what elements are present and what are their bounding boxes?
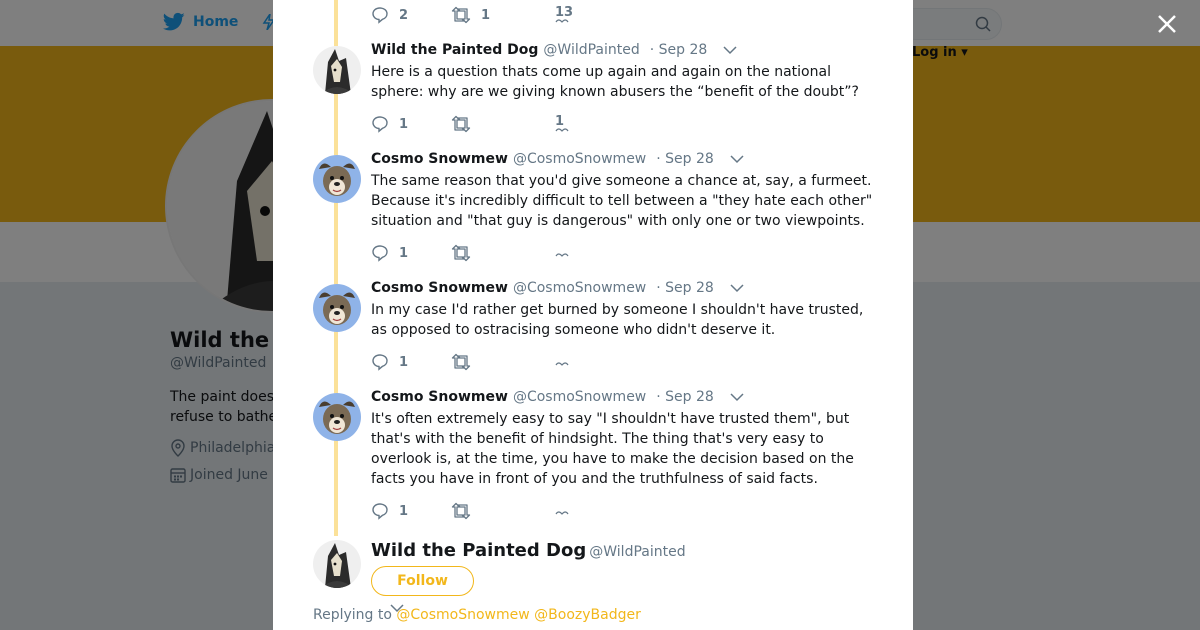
reply-icon: [371, 115, 389, 133]
reply-button[interactable]: [371, 353, 451, 371]
close-icon[interactable]: [1156, 13, 1178, 35]
reply-icon: [371, 502, 389, 520]
tweet-thread-modal: [273, 0, 913, 630]
avatar[interactable]: [313, 155, 361, 203]
like-count: 1: [555, 114, 565, 129]
retweet-icon: [451, 502, 471, 520]
author-name[interactable]: Cosmo Snowmew: [371, 389, 508, 405]
avatar[interactable]: [313, 46, 361, 94]
tweet-header: [371, 280, 744, 296]
heart-icon: [555, 127, 569, 135]
reply-button[interactable]: [371, 502, 451, 520]
mention-link[interactable]: @CosmoSnowmew: [396, 607, 530, 623]
reply-count: 1: [399, 116, 409, 132]
retweet-icon: [451, 6, 471, 24]
top-tweet-actions: [371, 5, 575, 25]
chevron-down-icon[interactable]: [730, 283, 744, 293]
tweet-text: The same reason that you'd give someone a chance at, say, a furmeet. Because it's incredibly difficult to tell between a "they hate each other" situation and "that guy is dangerous" with only one or two viewpoints.: [371, 173, 873, 229]
tweet-text: In my case I'd rather get burned by someone I shouldn't have trusted, as opposed to ostracising someone who didn't deserve it.: [371, 302, 864, 338]
like-count: 13: [555, 5, 574, 20]
reply-count: 2: [399, 7, 409, 23]
retweet-icon: [451, 353, 471, 371]
author-handle[interactable]: @CosmoSnowmew: [512, 389, 647, 405]
reply-icon: [371, 6, 389, 24]
tweet-actions: [371, 501, 575, 521]
main-author-handle: @WildPainted: [589, 544, 686, 560]
reply-button[interactable]: [371, 6, 451, 24]
hyena-avatar: [313, 393, 361, 441]
reply-count: 1: [399, 503, 409, 519]
heart-icon: [555, 252, 569, 260]
like-button[interactable]: [555, 114, 575, 134]
retweet-count: 1: [481, 7, 491, 23]
replying-to: [313, 607, 641, 623]
retweet-icon: [451, 244, 471, 262]
tweet-header: [371, 42, 737, 58]
avatar[interactable]: [313, 540, 361, 588]
author-handle[interactable]: @CosmoSnowmew: [512, 280, 647, 296]
reply-count: 1: [399, 354, 409, 370]
like-button[interactable]: [555, 501, 575, 521]
replying-prefix: Replying to: [313, 607, 392, 623]
painted-dog-avatar: [313, 540, 361, 588]
retweet-button[interactable]: [451, 115, 555, 133]
chevron-down-icon[interactable]: [730, 154, 744, 164]
tweet-date[interactable]: · Sep 28: [656, 280, 714, 296]
hyena-avatar: [313, 284, 361, 332]
heart-icon: [555, 18, 569, 26]
tweet-text: It's often extremely easy to say "I shouldn't have trusted them", but that's with the benefit of hindsight. The thing that's very easy to overlook is, at the time, you have to make the decision based on the facts you have in front of you and the truthfulness of said facts.: [371, 411, 854, 487]
heart-icon: [555, 361, 569, 369]
painted-dog-avatar: [313, 46, 361, 94]
retweet-button[interactable]: [451, 502, 555, 520]
tweet-header: [371, 151, 744, 167]
reply-icon: [371, 353, 389, 371]
reply-icon: [371, 244, 389, 262]
author-name[interactable]: Cosmo Snowmew: [371, 151, 508, 167]
author-handle[interactable]: @CosmoSnowmew: [512, 151, 647, 167]
hyena-avatar: [313, 155, 361, 203]
author-handle[interactable]: @WildPainted: [543, 42, 640, 58]
follow-button[interactable]: Follow: [371, 566, 474, 596]
chevron-down-icon[interactable]: [723, 45, 737, 55]
chevron-down-icon[interactable]: [730, 392, 744, 402]
retweet-button[interactable]: [451, 6, 555, 24]
tweet-actions: [371, 352, 575, 372]
tweet-actions: [371, 243, 575, 263]
avatar[interactable]: [313, 393, 361, 441]
avatar[interactable]: [313, 284, 361, 332]
mention-link[interactable]: @BoozyBadger: [534, 607, 641, 623]
tweet-text: Here is a question thats come up again and again on the national sphere: why are we giving known abusers the “benefit of the doubt”?: [371, 64, 859, 100]
reply-button[interactable]: [371, 244, 451, 262]
reply-button[interactable]: [371, 115, 451, 133]
retweet-button[interactable]: [451, 244, 555, 262]
tweet-date[interactable]: · Sep 28: [656, 151, 714, 167]
tweet-date[interactable]: · Sep 28: [649, 42, 708, 58]
heart-icon: [555, 510, 569, 518]
author-name[interactable]: Cosmo Snowmew: [371, 280, 508, 296]
like-button[interactable]: [555, 352, 575, 372]
retweet-icon: [451, 115, 471, 133]
main-author[interactable]: [371, 540, 686, 561]
like-button[interactable]: [555, 5, 575, 25]
reply-count: 1: [399, 245, 409, 261]
like-button[interactable]: [555, 243, 575, 263]
author-name[interactable]: Wild the Painted Dog: [371, 42, 539, 58]
tweet-header: [371, 389, 744, 405]
retweet-button[interactable]: [451, 353, 555, 371]
main-author-name: Wild the Painted Dog: [371, 540, 587, 561]
tweet-actions: [371, 114, 575, 134]
tweet-date[interactable]: · Sep 28: [656, 389, 714, 405]
